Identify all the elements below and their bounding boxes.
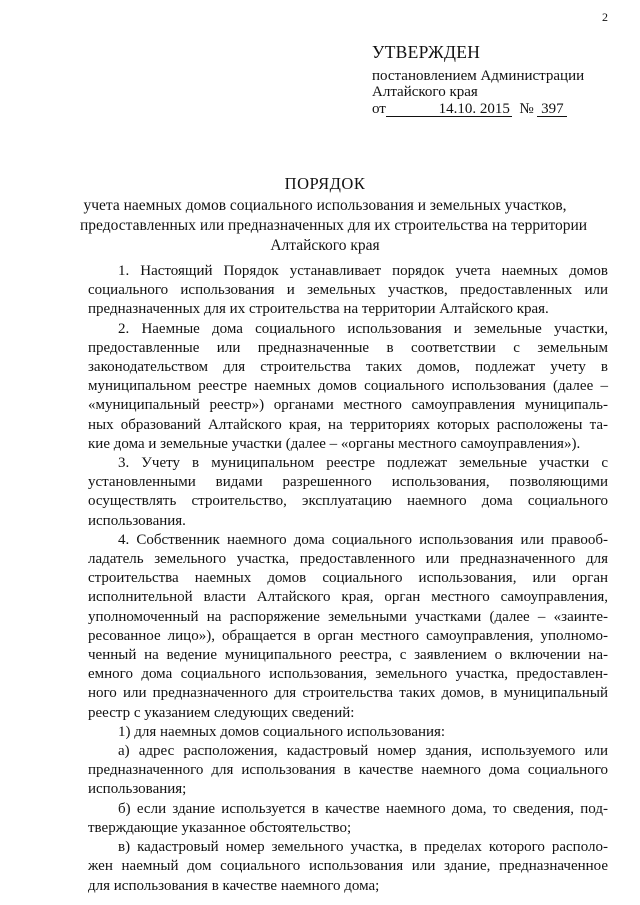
approval-number: 397 (537, 103, 567, 117)
paragraph (88, 723, 608, 742)
paragraph-line: использования; (88, 781, 187, 798)
title-line: предоставленных или предназначенных для их строительства на территории (80, 217, 588, 234)
approval-date: 14.10. 2015 (386, 103, 512, 117)
document-title: ПОРЯДОК (284, 174, 366, 193)
paragraph-line: 1) для наемных домов социального использования: (118, 723, 446, 740)
paragraph-line: для использования в качестве наемного дома; (88, 877, 380, 894)
paragraph-line: социального использования и земельных участков, предоставленных или (88, 282, 608, 299)
paragraph-line: ладатель земельного участка, предоставленного или предназначенного для (88, 551, 608, 568)
paragraph-line: 4. Собственник наемного дома социального использования или правооб- (118, 531, 608, 548)
paragraph-line: предоставленные или предназначенные в соответствии с земельным (88, 339, 608, 356)
title-line: учета наемных домов социального использования и земельных участков, (83, 197, 567, 214)
paragraph-line: в) кадастровый номер земельного участка, в пределах которого располо- (118, 839, 608, 856)
paragraph-line: муниципальном реестре наемных домов социального использования (далее – (88, 378, 608, 395)
paragraph (88, 531, 608, 723)
paragraph-line: законодательством для строительства таких домов, подлежат учету в (88, 359, 608, 376)
paragraph-line: ных образований Алтайского края, на территориях которых расположены та- (88, 416, 608, 433)
paragraph-line: осуществлять строительство, эксплуатацию наемного дома социального (88, 493, 608, 510)
paragraph-line: реестр с указанием следующих сведений: (88, 704, 355, 721)
paragraph-line: а) адрес расположения, кадастровый номер здания, используемого или (118, 743, 608, 760)
paragraph-line: емного дома социального использования, земельного участка, предоставлен- (88, 666, 608, 683)
date-prefix: от (372, 101, 386, 117)
number-prefix: № (519, 101, 534, 117)
paragraph-line: «муниципальный реестр») органами местного самоуправления муниципаль- (88, 397, 608, 414)
paragraph-line: исполнительной власти Алтайского края, орган местного самоуправления, (88, 589, 608, 606)
paragraph (88, 838, 608, 896)
paragraph-line: строительства наемных домов социального использования, или орган (88, 570, 608, 587)
document-body (88, 262, 608, 896)
paragraph-line: использования. (88, 512, 186, 529)
paragraph (88, 742, 608, 800)
paragraph-line: тверждающие указанное обстоятельство; (88, 819, 352, 836)
paragraph-line: кие дома и земельные участки (далее – «органы местного самоуправления»). (88, 435, 581, 452)
paragraph (88, 800, 608, 838)
paragraph-line: 1. Настоящий Порядок устанавливает порядок учета наемных домов (118, 263, 608, 279)
paragraph-line: ного или предназначенного для строительства таких домов, в муниципальный (88, 685, 608, 702)
paragraph (88, 262, 608, 320)
paragraph-line: ченный на ведение муниципального реестра, с заявлением о включении на- (88, 647, 608, 664)
paragraph-line: б) если здание используется в качестве наемного дома, то сведения, под- (118, 800, 608, 817)
paragraph-line: жен наемный дом социального использования или здание, предназначенное (88, 858, 608, 875)
paragraph-line: предназначенного для использования в качестве наемного дома социального (88, 762, 608, 779)
paragraph-line: 2. Наемные дома социального использования и земельные участки, (118, 320, 608, 337)
paragraph-line: 3. Учету в муниципальном реестре подлежат земельные участки с (118, 455, 608, 472)
paragraph (88, 320, 608, 454)
approval-line-1: постановлением Администрации (372, 68, 585, 84)
document-title-block (80, 174, 588, 256)
approval-block (372, 44, 622, 117)
paragraph-line: уполномоченный на распоряжение земельными участками (далее – «заинте- (88, 608, 608, 625)
paragraph (88, 454, 608, 531)
approved-heading: УТВЕРЖДЕН (372, 42, 481, 62)
paragraph-line: предназначенных для их строительства на территории Алтайского края. (88, 301, 549, 318)
title-line: Алтайского края (270, 237, 380, 254)
approval-line-2: Алтайского края (372, 84, 478, 100)
paragraph-line: ресованное лицо»), обращается в орган местного самоуправления, уполномо- (88, 627, 608, 644)
approval-date-line (372, 101, 622, 117)
page-number: 2 (602, 10, 608, 24)
paragraph-line: установленными видами разрешенного использования, позволяющими (88, 474, 608, 491)
